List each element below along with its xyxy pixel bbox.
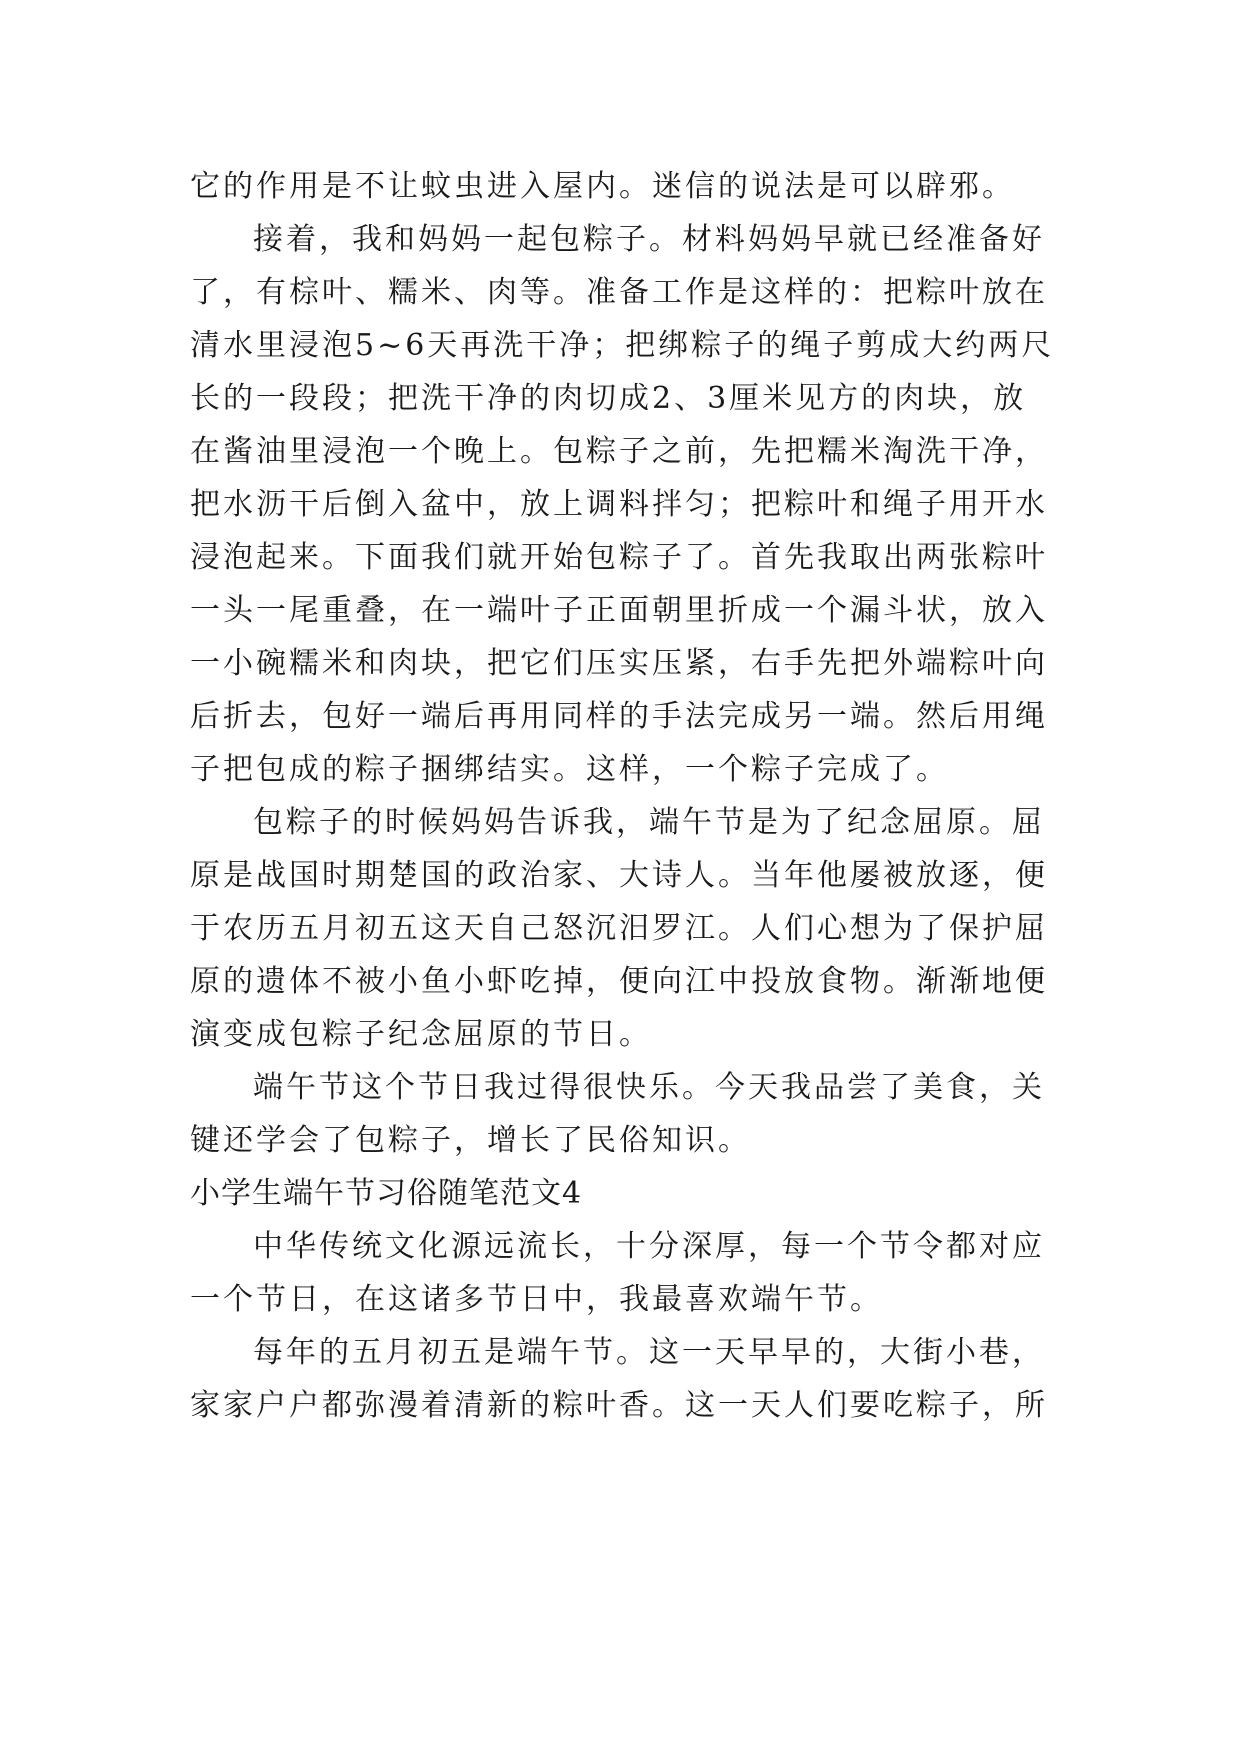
section-heading: 小学生端午节习俗随笔范文4 [190, 1176, 583, 1211]
text-line: 原的遗体不被小鱼小虾吃掉，便向江中投放食物。渐渐地便 [190, 964, 1048, 999]
text-line: 它的作用是不让蚊虫进入屋内。迷信的说法是可以辟邪。 [190, 169, 1015, 204]
text-line: 包粽子的时候妈妈告诉我，端午节是为了纪念屈原。屈 [253, 805, 1045, 840]
text-line: 每年的五月初五是端午节。这一天早早的，大街小巷， [253, 1335, 1045, 1370]
text-line: 长的一段段；把洗干净的肉切成2、3厘米见方的肉块，放 [190, 381, 1027, 416]
text-line: 原是战国时期楚国的政治家、大诗人。当年他屡被放逐，便 [190, 858, 1048, 893]
text-line: 中华传统文化源远流长，十分深厚，每一个节令都对应 [253, 1229, 1045, 1264]
text-line: 于农历五月初五这天自己怒沉汨罗江。人们心想为了保护屈 [190, 911, 1048, 946]
text-line: 接着，我和妈妈一起包粽子。材料妈妈早就已经准备好 [253, 222, 1045, 257]
text-line: 后折去，包好一端后再用同样的手法完成另一端。然后用绳 [190, 699, 1048, 734]
text-line: 在酱油里浸泡一个晚上。包粽子之前，先把糯米淘洗干净， [190, 434, 1048, 469]
text-line: 浸泡起来。下面我们就开始包粽子了。首先我取出两张粽叶 [190, 540, 1048, 575]
text-line: 一个节日，在这诸多节日中，我最喜欢端午节。 [190, 1282, 883, 1317]
text-line: 一小碗糯米和肉块，把它们压实压紧，右手先把外端粽叶向 [190, 646, 1048, 681]
text-line: 演变成包粽子纪念屈原的节日。 [190, 1017, 652, 1052]
text-line: 了，有棕叶、糯米、肉等。准备工作是这样的：把粽叶放在 [190, 275, 1048, 310]
document-body [190, 160, 1055, 1432]
text-line: 家家户户都弥漫着清新的粽叶香。这一天人们要吃粽子，所 [190, 1388, 1048, 1423]
text-line: 子把包成的粽子捆绑结实。这样，一个粽子完成了。 [190, 752, 949, 787]
text-line: 键还学会了包粽子，增长了民俗知识。 [190, 1123, 751, 1158]
text-line: 清水里浸泡5~6天再洗干净；把绑粽子的绳子剪成大约两尺 [190, 328, 1055, 363]
text-line: 一头一尾重叠，在一端叶子正面朝里折成一个漏斗状，放入 [190, 593, 1048, 628]
text-line: 把水沥干后倒入盆中，放上调料拌匀；把粽叶和绳子用开水 [190, 487, 1048, 522]
text-line: 端午节这个节日我过得很快乐。今天我品尝了美食，关 [253, 1070, 1045, 1105]
